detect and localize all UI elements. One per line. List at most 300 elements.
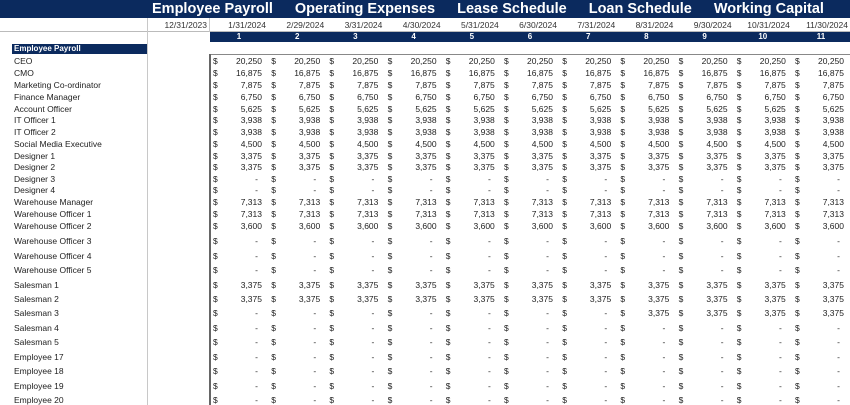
amount-value: 3,375: [531, 280, 553, 290]
currency-symbol: $: [678, 337, 684, 347]
row-label[interactable]: Designer 1: [14, 151, 56, 161]
currency-symbol: $: [387, 92, 393, 102]
period-number: 2: [294, 32, 300, 41]
amount-value: -: [720, 236, 724, 246]
amount-value: -: [429, 395, 433, 405]
currency-symbol: $: [736, 236, 742, 246]
amount-value: 3,375: [764, 151, 786, 161]
amount-value: 6,750: [473, 92, 495, 102]
amount-value: -: [429, 251, 433, 261]
amount-value: 20,250: [468, 56, 495, 66]
currency-symbol: $: [504, 308, 509, 318]
currency-symbol: $: [213, 265, 218, 275]
amount-value: 4,500: [764, 139, 786, 149]
currency-symbol: $: [678, 209, 684, 219]
currency-symbol: $: [678, 280, 684, 290]
currency-symbol: $: [213, 139, 218, 149]
currency-symbol: $: [504, 197, 509, 207]
currency-symbol: $: [562, 221, 567, 231]
currency-symbol: $: [213, 197, 218, 207]
amount-value: -: [546, 265, 549, 275]
tab-employee-payroll[interactable]: Employee Payroll: [152, 1, 273, 17]
amount-value: -: [778, 366, 782, 376]
amount-value: 3,375: [822, 308, 844, 318]
currency-symbol: $: [795, 115, 800, 125]
currency-symbol: $: [213, 221, 218, 231]
currency-symbol: $: [387, 56, 393, 66]
row-label[interactable]: Salesman 4: [14, 323, 59, 333]
table-top-border: [210, 54, 850, 55]
amount-value: 4,500: [473, 139, 495, 149]
currency-symbol: $: [678, 323, 684, 333]
currency-symbol: $: [562, 209, 567, 219]
currency-symbol: $: [620, 395, 626, 405]
currency-symbol: $: [678, 68, 684, 78]
currency-symbol: $: [562, 127, 567, 137]
amount-value: -: [487, 323, 491, 333]
amount-value: -: [371, 174, 375, 184]
currency-symbol: $: [678, 127, 684, 137]
currency-symbol: $: [795, 294, 800, 304]
currency-symbol: $: [562, 197, 567, 207]
currency-symbol: $: [795, 56, 800, 66]
amount-value: 3,600: [415, 221, 437, 231]
amount-value: -: [720, 174, 724, 184]
currency-symbol: $: [445, 251, 451, 261]
currency-symbol: $: [445, 381, 451, 391]
amount-value: 3,375: [473, 294, 495, 304]
amount-value: 3,375: [415, 280, 437, 290]
currency-symbol: $: [504, 127, 509, 137]
amount-value: -: [837, 174, 840, 184]
amount-value: 3,375: [822, 151, 844, 161]
amount-value: 16,875: [643, 68, 670, 78]
amount-value: 3,375: [822, 162, 844, 172]
amount-value: -: [604, 174, 608, 184]
amount-value: 7,875: [706, 80, 728, 90]
amount-value: 7,875: [589, 80, 612, 90]
currency-symbol: $: [678, 174, 684, 184]
period-date: 4/30/2024: [402, 20, 441, 30]
currency-symbol: $: [678, 92, 684, 102]
tab-working-capital[interactable]: Working Capital: [713, 1, 824, 17]
amount-value: -: [487, 352, 491, 362]
row-label[interactable]: Warehouse Officer 2: [14, 221, 92, 231]
row-label[interactable]: Warehouse Officer 4: [14, 251, 92, 261]
currency-symbol: $: [445, 366, 451, 376]
currency-symbol: $: [387, 337, 393, 347]
amount-value: -: [313, 337, 317, 347]
amount-value: 3,375: [298, 294, 321, 304]
currency-symbol: $: [736, 197, 742, 207]
row-label[interactable]: Social Media Executive: [14, 139, 102, 149]
currency-symbol: $: [736, 221, 742, 231]
amount-value: 7,875: [531, 80, 553, 90]
amount-value: 3,938: [298, 127, 321, 137]
amount-value: 3,600: [589, 221, 612, 231]
currency-symbol: $: [387, 104, 393, 114]
amount-value: 6,750: [706, 92, 728, 102]
row-label[interactable]: IT Officer 1: [14, 115, 56, 125]
row-label[interactable]: CEO: [14, 56, 33, 66]
currency-symbol: $: [795, 92, 800, 102]
currency-symbol: $: [736, 174, 742, 184]
currency-symbol: $: [445, 294, 451, 304]
currency-symbol: $: [736, 308, 742, 318]
amount-value: 7,313: [822, 209, 844, 219]
currency-symbol: $: [329, 395, 335, 405]
currency-symbol: $: [795, 162, 800, 172]
currency-symbol: $: [504, 323, 509, 333]
amount-value: -: [778, 174, 782, 184]
amount-value: 3,375: [531, 294, 553, 304]
amount-value: 3,375: [589, 280, 612, 290]
amount-value: 7,313: [822, 197, 844, 207]
amount-value: 3,375: [706, 280, 728, 290]
amount-value: -: [604, 265, 608, 275]
currency-symbol: $: [387, 294, 393, 304]
currency-symbol: $: [213, 294, 218, 304]
amount-value: 7,875: [298, 80, 321, 90]
amount-value: -: [546, 395, 549, 405]
currency-symbol: $: [271, 308, 276, 318]
currency-symbol: $: [329, 197, 335, 207]
amount-value: -: [371, 395, 375, 405]
amount-value: 6,750: [764, 92, 786, 102]
currency-symbol: $: [329, 236, 335, 246]
currency-symbol: $: [445, 174, 451, 184]
amount-value: -: [429, 185, 433, 195]
period-date: 11/30/2024: [806, 20, 848, 30]
currency-symbol: $: [445, 127, 451, 137]
currency-symbol: $: [504, 236, 509, 246]
row-label[interactable]: Marketing Co-ordinator: [14, 80, 101, 90]
currency-symbol: $: [213, 151, 218, 161]
period-number: 11: [816, 32, 826, 41]
period-number: 5: [469, 32, 475, 41]
amount-value: 16,875: [759, 68, 786, 78]
currency-symbol: $: [445, 115, 451, 125]
currency-symbol: $: [329, 366, 335, 376]
amount-value: -: [837, 185, 840, 195]
currency-symbol: $: [795, 127, 800, 137]
currency-symbol: $: [620, 209, 626, 219]
currency-symbol: $: [213, 236, 218, 246]
currency-symbol: $: [387, 366, 393, 376]
amount-value: -: [487, 395, 491, 405]
currency-symbol: $: [213, 162, 218, 172]
currency-symbol: $: [445, 265, 451, 275]
amount-value: 4,500: [357, 139, 379, 149]
amount-value: -: [429, 308, 433, 318]
currency-symbol: $: [620, 185, 626, 195]
currency-symbol: $: [271, 139, 276, 149]
amount-value: 3,375: [298, 162, 321, 172]
row-label[interactable]: Warehouse Officer 3: [14, 236, 92, 246]
amount-value: -: [313, 308, 317, 318]
row-label[interactable]: Salesman 3: [14, 308, 59, 318]
row-label[interactable]: Designer 2: [14, 162, 56, 172]
currency-symbol: $: [213, 209, 218, 219]
currency-symbol: $: [620, 56, 626, 66]
currency-symbol: $: [736, 381, 742, 391]
row-label[interactable]: Salesman 1: [14, 280, 59, 290]
row-label[interactable]: Warehouse Officer 1: [14, 209, 92, 219]
amount-value: 3,375: [764, 162, 786, 172]
currency-symbol: $: [620, 308, 626, 318]
row-label[interactable]: Employee 19: [14, 381, 64, 391]
currency-symbol: $: [213, 174, 218, 184]
currency-symbol: $: [504, 139, 509, 149]
currency-symbol: $: [504, 265, 509, 275]
currency-symbol: $: [387, 209, 393, 219]
amount-value: 3,938: [531, 127, 553, 137]
currency-symbol: $: [329, 251, 335, 261]
currency-symbol: $: [678, 236, 684, 246]
currency-symbol: $: [213, 352, 218, 362]
amount-value: 6,750: [240, 92, 262, 102]
currency-symbol: $: [387, 251, 393, 261]
amount-value: 16,875: [527, 68, 553, 78]
currency-symbol: $: [736, 366, 742, 376]
amount-value: 3,600: [240, 221, 262, 231]
currency-symbol: $: [271, 352, 276, 362]
currency-symbol: $: [795, 139, 800, 149]
currency-symbol: $: [445, 280, 451, 290]
amount-value: -: [487, 236, 491, 246]
currency-symbol: $: [445, 197, 451, 207]
amount-value: -: [720, 366, 724, 376]
amount-value: 7,313: [531, 209, 553, 219]
currency-symbol: $: [736, 104, 742, 114]
amount-value: -: [255, 185, 258, 195]
period-number: 3: [353, 32, 358, 41]
amount-value: 3,938: [415, 115, 437, 125]
amount-value: 3,375: [357, 151, 379, 161]
currency-symbol: $: [562, 92, 567, 102]
currency-symbol: $: [562, 80, 567, 90]
currency-symbol: $: [795, 366, 800, 376]
amount-value: -: [429, 381, 433, 391]
amount-value: -: [720, 265, 724, 275]
currency-symbol: $: [736, 68, 742, 78]
currency-symbol: $: [271, 92, 276, 102]
amount-value: -: [662, 337, 666, 347]
currency-symbol: $: [562, 139, 567, 149]
currency-symbol: $: [329, 221, 335, 231]
currency-symbol: $: [271, 104, 276, 114]
amount-value: -: [662, 352, 666, 362]
currency-symbol: $: [213, 185, 218, 195]
currency-symbol: $: [504, 104, 509, 114]
amount-value: 5,625: [648, 104, 670, 114]
amount-value: -: [720, 251, 724, 261]
amount-value: 3,375: [240, 162, 262, 172]
period-number: 6: [527, 32, 533, 41]
row-label[interactable]: Warehouse Officer 5: [14, 265, 92, 275]
amount-value: 16,875: [818, 68, 844, 78]
amount-value: 3,938: [357, 115, 379, 125]
row-label[interactable]: Warehouse Manager: [14, 197, 94, 207]
amount-value: 4,500: [706, 139, 728, 149]
currency-symbol: $: [504, 352, 509, 362]
currency-symbol: $: [387, 174, 393, 184]
currency-symbol: $: [678, 251, 684, 261]
currency-symbol: $: [736, 265, 742, 275]
period-number: 8: [644, 32, 649, 41]
row-label[interactable]: Salesman 5: [14, 337, 59, 347]
currency-symbol: $: [620, 381, 626, 391]
amount-value: -: [720, 185, 724, 195]
currency-symbol: $: [329, 209, 335, 219]
currency-symbol: $: [271, 381, 276, 391]
currency-symbol: $: [736, 280, 742, 290]
amount-value: -: [720, 323, 724, 333]
amount-value: -: [778, 381, 782, 391]
tab-operating-expenses[interactable]: Operating Expenses: [294, 1, 436, 17]
amount-value: 7,875: [473, 80, 495, 90]
row-label[interactable]: Employee 20: [14, 395, 64, 405]
currency-symbol: $: [562, 68, 567, 78]
amount-value: -: [662, 251, 666, 261]
currency-symbol: $: [329, 56, 335, 66]
row-label[interactable]: CMO: [14, 68, 34, 78]
currency-symbol: $: [562, 381, 567, 391]
amount-value: -: [837, 366, 840, 376]
amount-value: -: [778, 265, 782, 275]
currency-symbol: $: [795, 308, 800, 318]
currency-symbol: $: [329, 92, 335, 102]
amount-value: 3,600: [357, 221, 379, 231]
amount-value: -: [429, 366, 433, 376]
row-label[interactable]: Designer 4: [14, 185, 56, 195]
period-date: 1/31/2024: [228, 20, 266, 30]
currency-symbol: $: [620, 352, 626, 362]
currency-symbol: $: [387, 139, 393, 149]
currency-symbol: $: [678, 395, 684, 405]
row-label[interactable]: Designer 3: [14, 174, 56, 184]
amount-value: 6,750: [648, 92, 670, 102]
row-label[interactable]: Account Officer: [14, 104, 72, 114]
amount-value: 3,375: [706, 151, 728, 161]
currency-symbol: $: [387, 68, 393, 78]
amount-value: 3,375: [473, 151, 495, 161]
amount-value: 3,375: [648, 308, 670, 318]
currency-symbol: $: [795, 174, 800, 184]
currency-symbol: $: [504, 68, 509, 78]
row-label[interactable]: Employee 17: [14, 352, 64, 362]
row-label[interactable]: Finance Manager: [14, 92, 81, 102]
amount-value: -: [662, 381, 666, 391]
currency-symbol: $: [504, 56, 509, 66]
amount-value: 7,313: [589, 209, 612, 219]
amount-value: 7,313: [764, 209, 786, 219]
currency-symbol: $: [620, 127, 626, 137]
amount-value: -: [662, 323, 666, 333]
amount-value: 16,875: [585, 68, 612, 78]
amount-value: 3,375: [648, 151, 670, 161]
currency-symbol: $: [562, 162, 567, 172]
currency-symbol: $: [620, 251, 626, 261]
currency-symbol: $: [795, 280, 800, 290]
currency-symbol: $: [678, 197, 684, 207]
currency-symbol: $: [620, 197, 626, 207]
currency-symbol: $: [271, 236, 276, 246]
amount-value: 7,875: [415, 80, 437, 90]
amount-value: -: [255, 381, 258, 391]
amount-value: 3,938: [764, 115, 786, 125]
amount-value: -: [778, 352, 782, 362]
amount-value: -: [429, 337, 433, 347]
currency-symbol: $: [678, 162, 684, 172]
amount-value: -: [371, 185, 375, 195]
tab-lease-schedule[interactable]: Lease Schedule: [457, 1, 567, 17]
currency-symbol: $: [678, 104, 684, 114]
currency-symbol: $: [271, 197, 276, 207]
currency-symbol: $: [795, 265, 800, 275]
row-label[interactable]: Employee 18: [14, 366, 64, 376]
amount-value: -: [837, 323, 840, 333]
currency-symbol: $: [271, 366, 276, 376]
amount-value: 3,375: [240, 294, 262, 304]
period-date: 3/31/2024: [344, 20, 383, 30]
amount-value: -: [371, 251, 375, 261]
currency-symbol: $: [736, 151, 742, 161]
currency-symbol: $: [736, 251, 742, 261]
amount-value: -: [429, 352, 433, 362]
currency-symbol: $: [213, 92, 218, 102]
currency-symbol: $: [795, 104, 800, 114]
currency-symbol: $: [329, 127, 335, 137]
amount-value: -: [720, 395, 724, 405]
amount-value: 16,875: [701, 68, 728, 78]
amount-value: -: [604, 395, 608, 405]
amount-value: 3,938: [298, 115, 321, 125]
amount-value: 3,938: [473, 127, 495, 137]
currency-symbol: $: [504, 251, 509, 261]
amount-value: 20,250: [410, 56, 437, 66]
row-label[interactable]: IT Officer 2: [14, 127, 56, 137]
currency-symbol: $: [620, 115, 626, 125]
currency-symbol: $: [620, 139, 626, 149]
amount-value: 3,375: [298, 280, 321, 290]
amount-value: 3,375: [764, 308, 786, 318]
currency-symbol: $: [736, 115, 742, 125]
amount-value: -: [546, 381, 549, 391]
amount-value: 3,938: [240, 127, 262, 137]
amount-value: -: [720, 337, 724, 347]
amount-value: 7,875: [822, 80, 844, 90]
amount-value: -: [604, 308, 608, 318]
tab-loan-schedule[interactable]: Loan Schedule: [588, 1, 692, 17]
currency-symbol: $: [504, 185, 509, 195]
amount-value: 3,375: [240, 280, 262, 290]
amount-value: 4,500: [298, 139, 321, 149]
amount-value: 3,938: [706, 127, 728, 137]
amount-value: -: [837, 352, 840, 362]
currency-symbol: $: [678, 80, 684, 90]
amount-value: 6,750: [822, 92, 844, 102]
amount-value: -: [255, 366, 258, 376]
amount-value: -: [313, 236, 317, 246]
currency-symbol: $: [271, 80, 276, 90]
amount-value: -: [255, 265, 258, 275]
currency-symbol: $: [678, 381, 684, 391]
currency-symbol: $: [562, 236, 567, 246]
amount-value: 3,938: [648, 115, 670, 125]
row-label[interactable]: Salesman 2: [14, 294, 59, 304]
currency-symbol: $: [387, 115, 393, 125]
